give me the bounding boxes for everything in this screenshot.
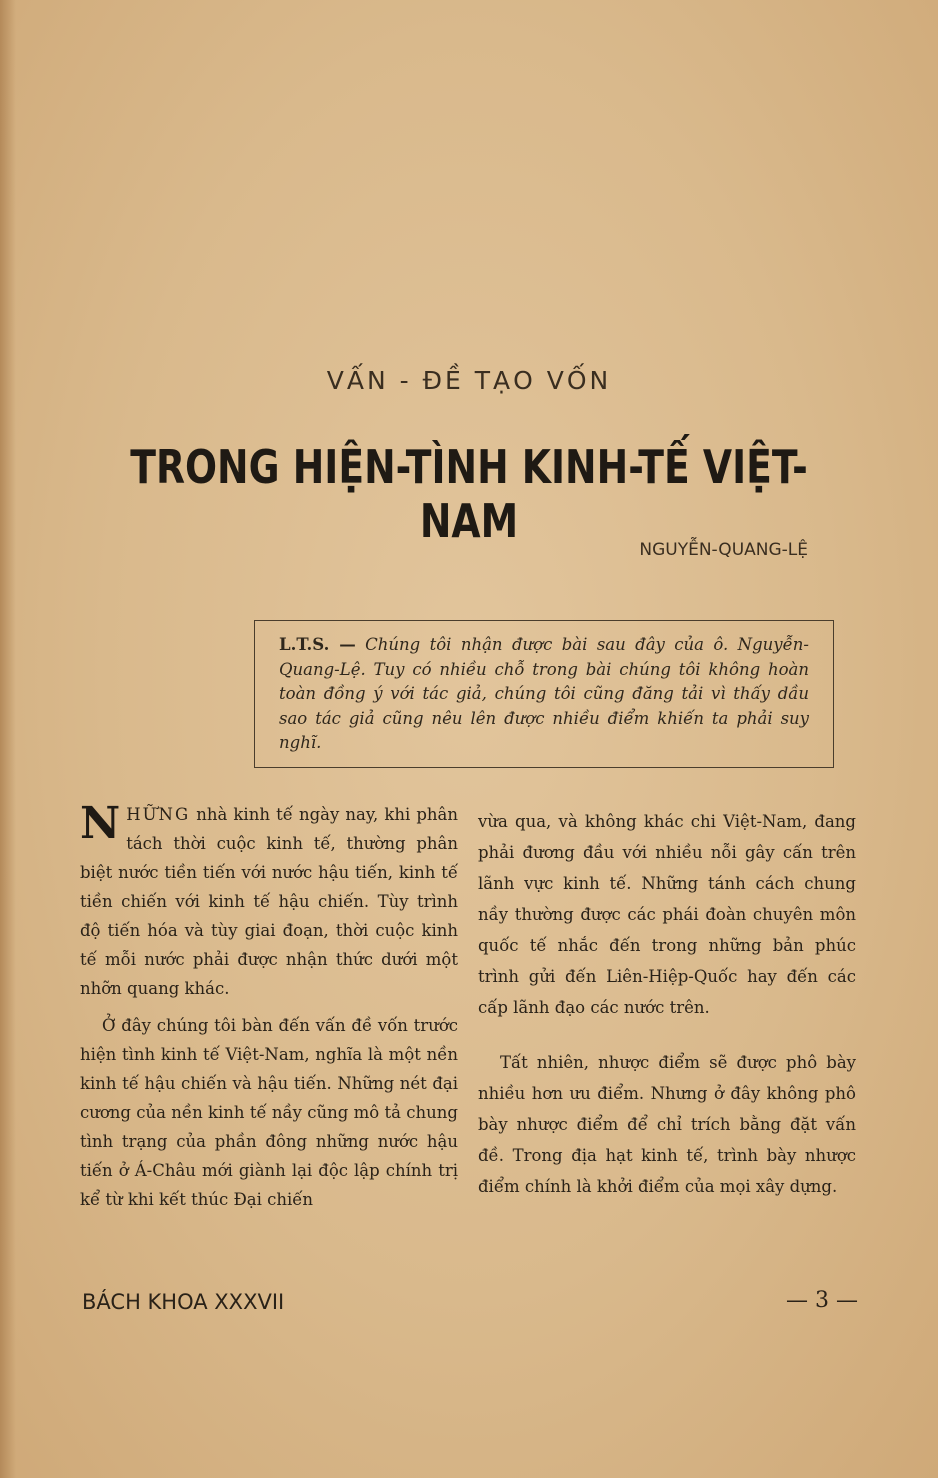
page-edge (0, 0, 16, 1478)
paragraph-text: nhà kinh tế ngày nay, khi phân tách thời cuộc kinh tế, thường phân biệt nước tiền tiến với nước hậu tiến, kinh tế tiền chiến với kinh tế hậu chiến. Tùy trình độ tiến hóa và tùy giai đoạn, thời cuộc kinh tế mỗi nước phải được nhận thức dưới một nhỡn quang khác. (80, 805, 458, 998)
article-kicker: VẤN - ĐỀ TẠO VỐN (326, 366, 612, 395)
article-author: NGUYỄN-QUANG-LỆ (639, 540, 808, 560)
page-number: — 3 — (786, 1288, 858, 1313)
editor-note-box (254, 620, 834, 768)
column-left (80, 800, 458, 1214)
paragraph: vừa qua, và không khác chi Việt-Nam, đang phải đương đầu với nhiều nỗi gây cấn trên lãnh vực kinh tế. Những tánh cách chung nầy thường được các phái đoàn chuyên môn quốc tế nhắc đến trong những bản phúc trình gửi đến Liên-Hiệp-Quốc hay đến các cấp lãnh đạo các nước trên. (478, 812, 856, 1017)
paragraph: Tất nhiên, nhược điểm sẽ được phô bày nhiều hơn ưu điểm. Nhưng ở đây không phô bày nhược điểm để chỉ trích bằng đặt vấn đề. Trong địa hạt kinh tế, trình bày nhược điểm chính là khởi điểm của mọi xây dựng. (478, 1053, 856, 1196)
paragraph: Ở đây chúng tôi bàn đến vấn đề vốn trước hiện tình kinh tế Việt-Nam, nghĩa là một nền kinh tế hậu chiến và hậu tiến. Những nét đại cương của nền kinh tế nầy cũng mô tả chung tình trạng của phần đông những nước hậu tiến ở Á-Châu mới giành lại độc lập chính trị kể từ khi kết thúc Đại chiến (80, 1016, 458, 1209)
publication-name: BÁCH KHOA XXXVII (82, 1290, 285, 1314)
paragraph (80, 800, 458, 1003)
first-word: HỮNG (126, 805, 191, 824)
editor-note-lead: L.T.S. — (279, 635, 356, 654)
column-right (478, 806, 856, 1202)
article-title: TRONG HIỆN-TÌNH KINH-TẾ VIỆT-NAM (130, 440, 808, 548)
editor-note-text: Chúng tôi nhận được bài sau đây của ô. Nguyễn-Quang-Lệ. Tuy có nhiều chỗ trong bài chúng tôi không hoàn toàn đồng ý với tác giả, chúng tôi cũng đăng tải vì thấy dầu sao tác giả cũng nêu lên được nhiều điểm khiến ta phải suy nghĩ. (279, 635, 809, 752)
drop-cap: N (80, 798, 121, 849)
